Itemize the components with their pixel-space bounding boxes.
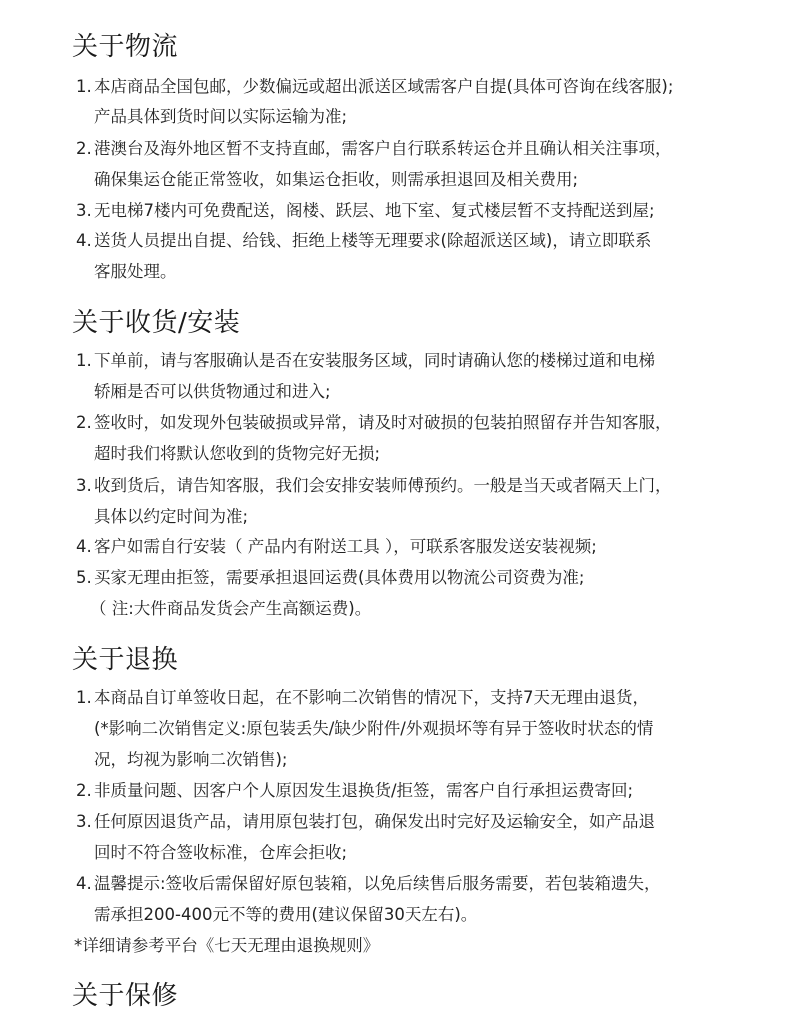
list-text: 客户如需自行安装（ 产品内有附送工具 ），可联系客服发送安装视频;	[94, 537, 597, 556]
list-text: 本商品自订单签收日起，在不影响二次销售的情况下，支持7天无理由退货，	[94, 688, 649, 707]
list-item	[76, 873, 661, 895]
list-text: 送货人员提出自提、给钱、拒绝上楼等无理要求(除超派送区域)，请立即联系	[94, 231, 652, 250]
list-text: 签收时，如发现外包装破损或异常，请及时对破损的包装拍照留存并告知客服，	[94, 413, 672, 432]
list-number: 1.	[76, 688, 92, 707]
list-number: 4.	[76, 231, 92, 250]
section-title-receipt-installation: 关于收货/安装	[72, 308, 241, 338]
section-title-logistics: 关于物流	[72, 32, 179, 62]
list-number: 3.	[76, 812, 92, 831]
list-item-continuation: （ 注:大件商品发货会产生高额运费)。	[90, 599, 372, 618]
list-number: 4.	[76, 874, 92, 893]
list-number: 2.	[76, 139, 92, 158]
list-item-continuation: 产品具体到货时间以实际运输为准;	[94, 107, 348, 126]
section-title-returns: 关于退换	[72, 645, 179, 675]
list-text: 收到货后，请告知客服，我们会安排安装师傅预约。一般是当天或者隔天上门，	[94, 476, 672, 495]
list-text: 任何原因退货产品，请用原包装打包，确保发出时完好及运输安全，如产品退	[94, 812, 655, 831]
list-item-continuation: 需承担200-400元不等的费用(建议保留30天左右)。	[94, 905, 478, 924]
list-item	[76, 475, 672, 497]
list-item-continuation: 客服处理。	[94, 262, 177, 281]
list-item	[76, 200, 655, 222]
list-text: 温馨提示:签收后需保留好原包装箱，以免后续售后服务需要，若包装箱遗失，	[94, 874, 661, 893]
list-text: 港澳台及海外地区暂不支持直邮，需客户自行联系转运仓并且确认相关注事项，	[94, 139, 672, 158]
returns-policy-note: *详细请参考平台《七天无理由退换规则》	[74, 936, 380, 955]
list-text: 本店商品全国包邮，少数偏远或超出派送区域需客户自提(具体可咨询在线客服);	[94, 77, 674, 96]
list-item	[76, 780, 633, 802]
list-text: 买家无理由拒签，需要承担退回运费(具体费用以物流公司资费为准;	[94, 568, 585, 587]
list-item	[76, 567, 585, 589]
list-item	[76, 412, 672, 434]
list-item	[76, 138, 672, 160]
list-text: 非质量问题、因客户个人原因发生退换货/拒签，需客户自行承担运费寄回;	[94, 781, 634, 800]
list-number: 1.	[76, 77, 92, 96]
list-number: 3.	[76, 201, 92, 220]
list-number: 2.	[76, 781, 92, 800]
list-number: 2.	[76, 413, 92, 432]
list-number: 1.	[76, 351, 92, 370]
list-item-continuation: 回时不符合签收标准，仓库会拒收;	[94, 843, 348, 862]
list-item	[76, 76, 673, 98]
list-item	[76, 811, 655, 833]
list-number: 4.	[76, 537, 92, 556]
list-text: 无电梯7楼内可免费配送，阁楼、跃层、地下室、复式楼层暂不支持配送到屋;	[94, 201, 655, 220]
list-number: 5.	[76, 568, 92, 587]
list-item-continuation: 况，均视为影响二次销售);	[94, 750, 288, 769]
list-item-continuation: 轿厢是否可以供货物通过和进入;	[94, 382, 331, 401]
list-item-continuation: 超时我们将默认您收到的货物完好无损;	[94, 444, 381, 463]
list-item	[76, 350, 655, 372]
list-item-continuation: 具体以约定时间为准;	[94, 507, 249, 526]
list-item-continuation: 确保集运仓能正常签收，如集运仓拒收，则需承担退回及相关费用;	[94, 170, 579, 189]
list-item-continuation: (*影响二次销售定义:原包装丢失/缺少附件/外观损坏等有异于签收时状态的情	[94, 719, 654, 738]
section-title-warranty: 关于保修	[72, 981, 179, 1011]
list-number: 3.	[76, 476, 92, 495]
list-item	[76, 230, 651, 252]
list-item	[76, 536, 597, 558]
list-item	[76, 687, 649, 709]
list-text: 下单前，请与客服确认是否在安装服务区域，同时请确认您的楼梯过道和电梯	[94, 351, 655, 370]
